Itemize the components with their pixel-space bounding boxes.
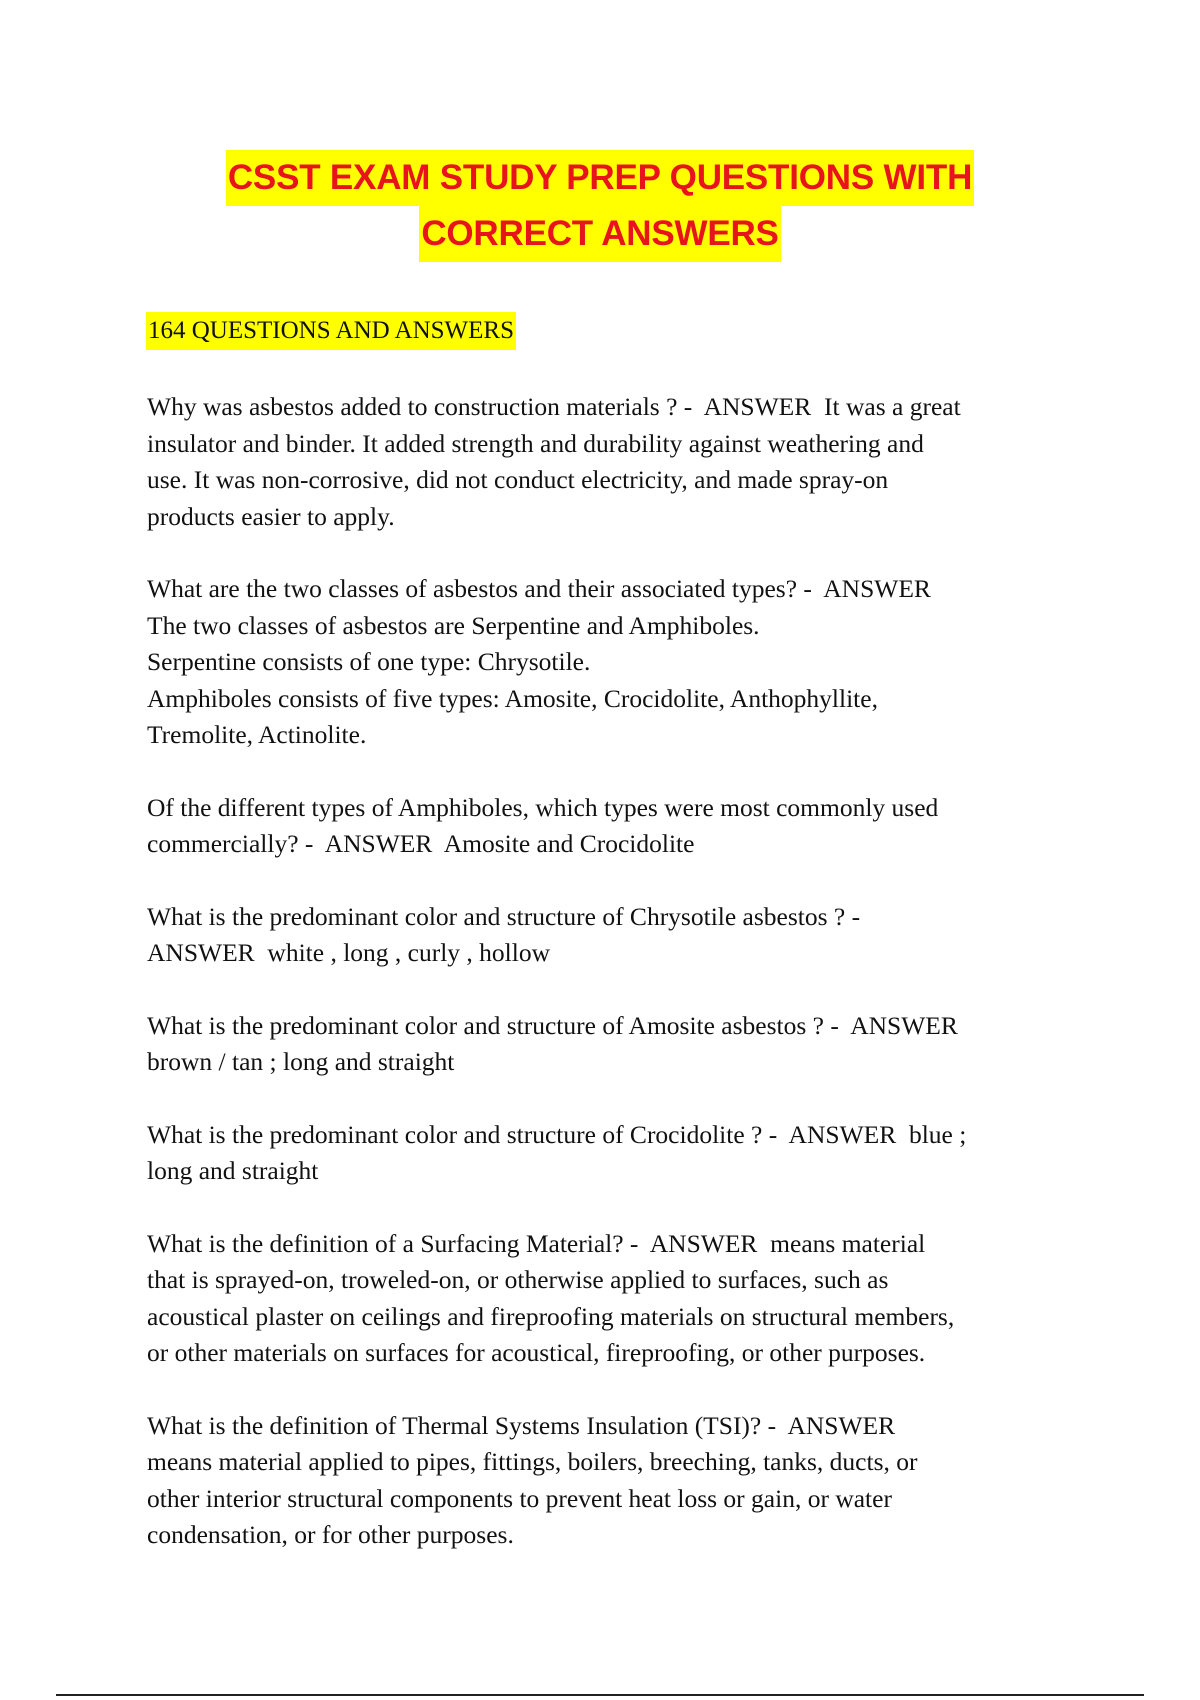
- qa-item-6: What is the predominant color and structure of Crocidolite ? - ANSWER blue ; long and straight: [147, 1119, 967, 1185]
- footer-divider: [56, 1694, 1144, 1696]
- qa-item-8: What is the definition of Thermal Systems Insulation (TSI)? - ANSWER means material applied to pipes, fittings, boilers, breeching, tanks, ducts, or other interior structural components to prevent heat loss or gain, or water condensation, or for other purposes.: [147, 1410, 918, 1549]
- qa-item-4: What is the predominant color and structure of Chrysotile asbestos ? - ANSWER white , long , curly , hollow: [147, 901, 861, 967]
- qa-item-3: Of the different types of Amphiboles, which types were most commonly used commercially? - ANSWER Amosite and Crocidolite: [147, 792, 939, 858]
- page-title-line-2: CORRECT ANSWERS: [419, 206, 780, 262]
- qa-list: [147, 389, 1067, 1590]
- question-count-subtitle: 164 QUESTIONS AND ANSWERS: [146, 312, 516, 350]
- page-title-line-1: CSST EXAM STUDY PREP QUESTIONS WITH: [226, 150, 974, 206]
- qa-item-7: What is the definition of a Surfacing Material? - ANSWER means material that is sprayed-on, troweled-on, or otherwise applied to surfaces, such as acoustical plaster on ceilings and fireproofing materials on structural members, or other materials on surfaces for acoustical, fireproofing, or other purposes.: [147, 1228, 955, 1367]
- qa-item-1: Why was asbestos added to construction materials ? - ANSWER It was a great insulator and binder. It added strength and durability against weathering and use. It was non-corrosive, did not conduct electricity, and made spray-on products easier to apply.: [147, 392, 961, 531]
- qa-item-2: What are the two classes of asbestos and their associated types? - ANSWER The two classes of asbestos are Serpentine and Amphiboles. Serpentine consists of one type: Chrysotile. Amphiboles consists of five types: Amosite, Crocidolite, Anthophyllite, Tremolite, Actinolite.: [147, 574, 931, 749]
- qa-item-5: What is the predominant color and structure of Amosite asbestos ? - ANSWER brown / tan ; long and straight: [147, 1010, 958, 1076]
- title-block: [0, 150, 1200, 262]
